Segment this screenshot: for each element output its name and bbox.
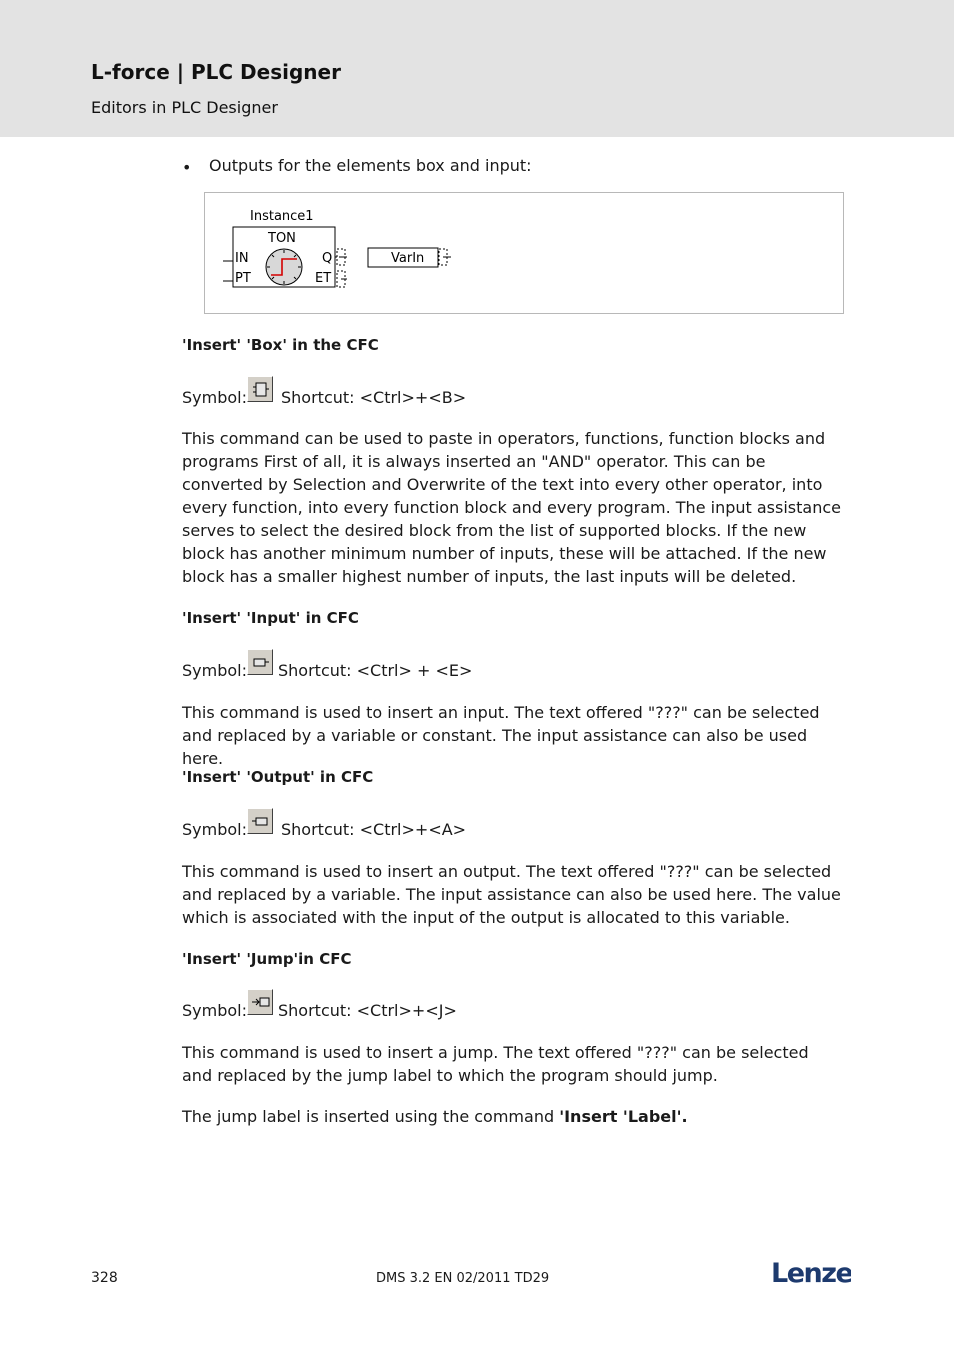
symbol-row-box [182,376,582,408]
section-heading-input: 'Insert' 'Input' in CFC [182,609,359,627]
block-type: TON [268,231,296,246]
document-id: DMS 3.2 EN 02/2011 TD29 [376,1271,550,1286]
section-heading-output: 'Insert' 'Output' in CFC [182,768,374,786]
symbol-label: Symbol: [182,661,247,680]
output-label-q: Q [322,251,333,266]
page-number: 328 [91,1270,118,1286]
closing-prefix: The jump label is inserted using the command [182,1107,560,1126]
section-body-jump: This command is used to insert a jump. The text offered "???" can be selected and replaced by the jump label to which the program should jump. [182,1043,809,1085]
svg-text:Lenze: Lenze [771,1258,851,1286]
symbol-row-output [182,808,582,840]
jump-icon [247,989,273,1015]
cfc-figure [204,192,844,314]
shortcut-text: Shortcut: <Ctrl>+<J> [278,1001,457,1020]
output-label-et: ET [315,271,332,286]
symbol-row-input [182,649,582,681]
bullet-text: Outputs for the elements box and input: [209,156,532,175]
input-icon [247,649,273,675]
section-heading-jump: 'Insert' 'Jump'in CFC [182,950,352,968]
cfc-diagram [205,193,845,315]
shortcut-text: Shortcut: <Ctrl>+<A> [281,820,467,839]
symbol-row-jump [182,989,582,1021]
chapter-title: Editors in PLC Designer [91,98,278,117]
page-header [0,0,954,137]
shortcut-text: Shortcut: <Ctrl>+<B> [281,388,467,407]
bullet-icon: • [182,158,192,177]
section-body-box: This command can be used to paste in operators, functions, function blocks and programs First of all, it is always inserted an "AND" operator. This can be converted by Selection and Overwrite of the text into every other operator, into every function, into every function block and every program. The input assistance serves to select the desired block from the list of supported blocks. If the new block has another minimum number of inputs, these will be attached. If the new block has a smaller highest number of inputs, the last inputs will be deleted. [182,429,841,586]
input-label-pt: PT [235,271,251,286]
shortcut-text: Shortcut: <Ctrl> + <E> [278,661,473,680]
closing-command: 'Insert 'Label'. [559,1107,688,1126]
input-label-in: IN [235,251,249,266]
lenze-logo [771,1258,851,1290]
output-icon [247,808,273,834]
symbol-label: Symbol: [182,388,247,407]
instance-name: Instance1 [250,209,314,224]
box-icon [247,376,273,402]
closing-sentence [182,1105,688,1128]
document-title: L-force | PLC Designer [91,60,341,84]
symbol-label: Symbol: [182,1001,247,1020]
timer-icon [266,249,302,285]
section-heading-box: 'Insert' 'Box' in the CFC [182,336,379,354]
input-element-label: VarIn [391,251,425,266]
symbol-label: Symbol: [182,820,247,839]
section-body-output: This command is used to insert an output. The text offered "???" can be selected and replaced by a variable. The input assistance can also be used here. The value which is associated with the input of the output is allocated to this variable. [182,862,841,927]
section-body-input: This command is used to insert an input. The text offered "???" can be selected and replaced by a variable or constant. The input assistance can also be used here. [182,703,820,768]
